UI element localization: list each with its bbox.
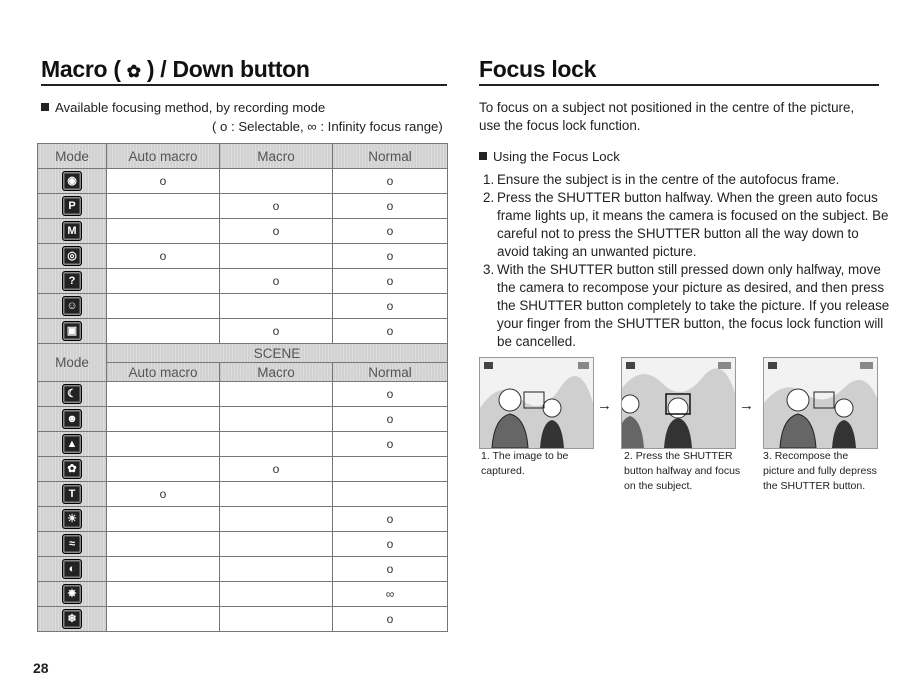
mode-icon-cell — [38, 294, 107, 319]
caption-1: 1. The image to be captured. — [481, 450, 569, 477]
photo-step-3-illustration — [764, 358, 877, 448]
mode-cell-normal: o — [333, 294, 448, 319]
photo-step-2 — [621, 357, 736, 449]
using-focus-lock-line: Using the Focus Lock — [479, 149, 620, 164]
step-number: 2. — [483, 190, 495, 205]
scene-row — [38, 407, 448, 432]
scene-cell-auto-macro — [107, 532, 220, 557]
mode-cell-normal: o — [333, 219, 448, 244]
scene-row — [38, 582, 448, 607]
scene-row — [38, 557, 448, 582]
scene-cell-macro — [220, 607, 333, 632]
available-focusing-line: Available focusing method, by recording mode — [41, 100, 325, 115]
scene-row — [38, 457, 448, 482]
scene-header-mode: Mode — [38, 344, 107, 382]
photo-step-3 — [763, 357, 878, 449]
focus-lock-steps — [483, 171, 893, 351]
scene-icon-cell — [38, 532, 107, 557]
portrait-scene-icon: ☻ — [62, 409, 82, 429]
range-note: ( o : Selectable, ∞ : Infinity focus range) — [212, 119, 443, 134]
mode-cell-macro: o — [220, 194, 333, 219]
step-number: 3. — [483, 262, 495, 277]
caption-3: 3. Recompose the picture and fully depress the SHUTTER button. — [763, 450, 877, 492]
scene-header-label: SCENE — [107, 344, 448, 363]
mode-cell-auto-macro — [107, 219, 220, 244]
mode-cell-auto-macro — [107, 319, 220, 344]
close-up-scene-icon: ✿ — [62, 459, 82, 479]
scene-icon-cell — [38, 557, 107, 582]
mode-cell-auto-macro: o — [107, 169, 220, 194]
mode-cell-auto-macro — [107, 194, 220, 219]
scene-icon-cell — [38, 607, 107, 632]
mode-cell-normal: o — [333, 194, 448, 219]
arrow-icon-1: → — [597, 397, 612, 414]
scene-row — [38, 382, 448, 407]
scene-icon-cell — [38, 457, 107, 482]
mode-icon-cell — [38, 244, 107, 269]
scene-row — [38, 507, 448, 532]
manual-mode-icon: M — [62, 221, 82, 241]
focus-lock-step — [483, 261, 893, 351]
mode-cell-normal: o — [333, 319, 448, 344]
scene-cell-auto-macro — [107, 432, 220, 457]
backlight-scene-icon: ◐ — [62, 559, 82, 579]
auto-mode-icon: ◉ — [62, 171, 82, 191]
scene-cell-macro — [220, 432, 333, 457]
scene-cell-auto-macro — [107, 607, 220, 632]
page-number: 28 — [33, 660, 49, 676]
header-macro: Macro — [220, 144, 333, 169]
arrow-icon-2: → — [739, 397, 754, 414]
scene-icon-cell — [38, 407, 107, 432]
mode-row — [38, 244, 448, 269]
focus-lock-intro: To focus on a subject not positioned in the centre of the picture, use the focus lock function. — [479, 100, 855, 133]
mode-row — [38, 194, 448, 219]
scene-row — [38, 607, 448, 632]
scene-cell-normal: o — [333, 432, 448, 457]
scene-cell-macro — [220, 482, 333, 507]
mode-row — [38, 294, 448, 319]
mode-cell-auto-macro: o — [107, 244, 220, 269]
scene-cell-auto-macro — [107, 457, 220, 482]
header-mode: Mode — [38, 144, 107, 169]
mode-cell-auto-macro — [107, 269, 220, 294]
focus-method-table — [37, 143, 448, 632]
night-scene-icon: ☾ — [62, 384, 82, 404]
scene-row — [38, 482, 448, 507]
scene-cell-auto-macro: o — [107, 482, 220, 507]
mode-icon-cell — [38, 194, 107, 219]
scene-cell-normal: o — [333, 382, 448, 407]
fireworks-scene-icon: ✵ — [62, 584, 82, 604]
macro-section-title: Macro ( ✿ ) / Down button — [41, 56, 447, 86]
mode-icon-cell — [38, 219, 107, 244]
mode-cell-normal: o — [333, 244, 448, 269]
scene-icon-cell — [38, 507, 107, 532]
mode-row — [38, 269, 448, 294]
mode-cell-macro: o — [220, 319, 333, 344]
mode-cell-macro — [220, 244, 333, 269]
photo-step-1-illustration — [480, 358, 593, 448]
text-scene-icon: T — [62, 484, 82, 504]
scene-cell-macro — [220, 582, 333, 607]
scene-cell-auto-macro — [107, 557, 220, 582]
header-auto-macro: Auto macro — [107, 144, 220, 169]
scene-cell-auto-macro — [107, 582, 220, 607]
scene-icon-cell — [38, 582, 107, 607]
macro-flower-icon: ✿ — [126, 62, 141, 81]
scene-cell-normal: o — [333, 532, 448, 557]
focus-lock-title: Focus lock — [479, 56, 879, 86]
dis-mode-icon: ◎ — [62, 246, 82, 266]
mode-cell-normal: o — [333, 269, 448, 294]
header-normal: Normal — [333, 144, 448, 169]
scene-cell-macro — [220, 557, 333, 582]
mode-cell-normal: o — [333, 169, 448, 194]
mode-icon-cell — [38, 319, 107, 344]
scene-cell-normal: o — [333, 407, 448, 432]
photo-step-2-illustration — [622, 358, 735, 448]
scene-cell-macro — [220, 407, 333, 432]
scene-row — [38, 532, 448, 557]
scene-cell-macro — [220, 382, 333, 407]
step-text: Press the SHUTTER button halfway. When the green auto focus frame lights up, it means the camera is focused on the subject. Be careful not to press the SHUTTER button all the way down to avoid taking an unwanted picture. — [497, 190, 889, 259]
landscape-scene-icon: ▲ — [62, 434, 82, 454]
scene-header-macro: Macro — [220, 363, 333, 382]
scene-header-auto-macro: Auto macro — [107, 363, 220, 382]
scene-icon-cell — [38, 482, 107, 507]
scene-header-normal: Normal — [333, 363, 448, 382]
scene-cell-normal — [333, 457, 448, 482]
scene-cell-normal: o — [333, 507, 448, 532]
dawn-scene-icon: ≈ — [62, 534, 82, 554]
mode-icon-cell — [38, 269, 107, 294]
mode-cell-auto-macro — [107, 294, 220, 319]
bullet-square-icon — [479, 152, 487, 160]
movie-mode-icon: ▣ — [62, 321, 82, 341]
scene-cell-normal: o — [333, 607, 448, 632]
mode-cell-macro: o — [220, 219, 333, 244]
beach-snow-scene-icon: ❄ — [62, 609, 82, 629]
mode-cell-macro: o — [220, 269, 333, 294]
scene-icon-cell — [38, 382, 107, 407]
step-number: 1. — [483, 172, 495, 187]
photo-help-mode-icon: ? — [62, 271, 82, 291]
step-text: Ensure the subject is in the centre of the autofocus frame. — [497, 172, 840, 187]
scene-icon-cell — [38, 432, 107, 457]
mode-row — [38, 219, 448, 244]
portrait-mode-icon: ☺ — [62, 296, 82, 316]
focus-lock-step — [483, 171, 893, 189]
bullet-square-icon — [41, 103, 49, 111]
scene-cell-auto-macro — [107, 407, 220, 432]
scene-cell-macro — [220, 507, 333, 532]
scene-cell-auto-macro — [107, 507, 220, 532]
focus-lock-step — [483, 189, 893, 261]
mode-row — [38, 169, 448, 194]
mode-row — [38, 319, 448, 344]
scene-row — [38, 432, 448, 457]
program-mode-icon: P — [62, 196, 82, 216]
photo-step-1 — [479, 357, 594, 449]
scene-cell-auto-macro — [107, 382, 220, 407]
caption-2: 2. Press the SHUTTER button halfway and focus on the subject. — [624, 450, 741, 492]
scene-cell-normal: o — [333, 557, 448, 582]
mode-cell-macro — [220, 169, 333, 194]
step-text: With the SHUTTER button still pressed down only halfway, move the camera to recompose your picture as desired, and then press the SHUTTER button completely to take the picture. If you release your finger from the SHUTTER button, the focus lock function will be cancelled. — [497, 262, 890, 349]
scene-cell-normal: ∞ — [333, 582, 448, 607]
scene-cell-macro: o — [220, 457, 333, 482]
mode-cell-macro — [220, 294, 333, 319]
mode-icon-cell — [38, 169, 107, 194]
scene-cell-macro — [220, 532, 333, 557]
scene-cell-normal — [333, 482, 448, 507]
sunset-scene-icon: ☀ — [62, 509, 82, 529]
